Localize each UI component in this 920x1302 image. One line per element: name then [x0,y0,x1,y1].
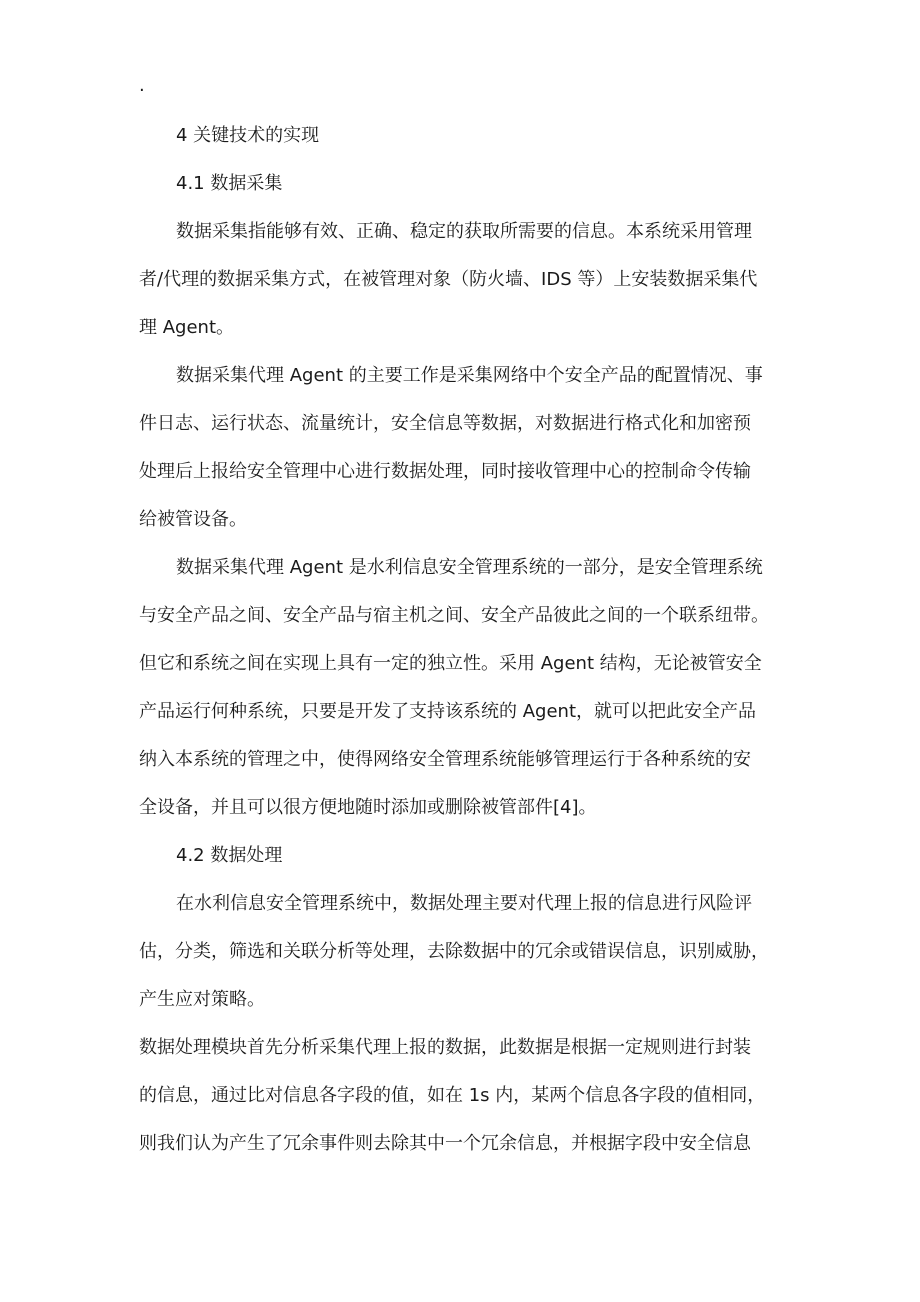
text-line: 者/代理的数据采集方式，在被管理对象（防火墙、IDS 等）上安装数据采集代 [139,269,758,290]
text-line: 数据采集代理 Agent 是水利信息安全管理系统的一部分，是安全管理系统 [176,557,763,578]
text-line: 件日志、运行状态、流量统计，安全信息等数据，对数据进行格式化和加密预 [139,413,751,434]
section-heading-4: 4 关键技术的实现 [176,125,320,146]
text-line: 处理后上报给安全管理中心进行数据处理，同时接收管理中心的控制命令传输 [139,461,751,482]
text-line: 与安全产品之间、安全产品与宿主机之间、安全产品彼此之间的一个联系纽带。 [139,605,769,626]
text-line: 产生应对策略。 [139,989,265,1010]
text-line: 给被管设备。 [139,509,247,530]
paragraph-agent-structure [139,550,787,838]
text-line: 数据采集代理 Agent 的主要工作是采集网络中个安全产品的配置情况、事 [176,365,763,386]
document-body [139,118,787,1174]
subsection-heading-4-1: 4.1 数据采集 [176,173,283,194]
text-line: 产品运行何种系统，只要是开发了支持该系统的 Agent，就可以把此安全产品 [139,701,756,722]
text-line: 但它和系统之间在实现上具有一定的独立性。采用 Agent 结构，无论被管安全 [139,653,762,674]
text-line: 则我们认为产生了冗余事件则去除其中一个冗余信息，并根据字段中安全信息 [139,1133,751,1154]
text-line: 估，分类，筛选和关联分析等处理，去除数据中的冗余或错误信息，识别威胁， [139,941,769,962]
paragraph-processing-module [139,1030,787,1174]
text-line: 在水利信息安全管理系统中，数据处理主要对代理上报的信息进行风险评 [176,893,752,914]
paragraph-data-processing-intro [139,886,787,1030]
text-line: 的信息，通过比对信息各字段的值，如在 1s 内，某两个信息各字段的值相同， [139,1085,766,1106]
text-line: 理 Agent。 [139,317,235,338]
text-line: 纳入本系统的管理之中，使得网络安全管理系统能够管理运行于各种系统的安 [139,749,751,770]
page-marker: . [139,75,145,96]
text-line: 全设备，并且可以很方便地随时添加或删除被管部件[4]。 [139,797,597,818]
paragraph-agent-work [139,358,787,550]
text-line: 数据处理模块首先分析采集代理上报的数据，此数据是根据一定规则进行封装 [139,1037,751,1058]
text-line: 数据采集指能够有效、正确、稳定的获取所需要的信息。本系统采用管理 [176,221,752,242]
subsection-heading-4-2: 4.2 数据处理 [176,845,283,866]
paragraph-data-collection-intro [139,214,787,358]
